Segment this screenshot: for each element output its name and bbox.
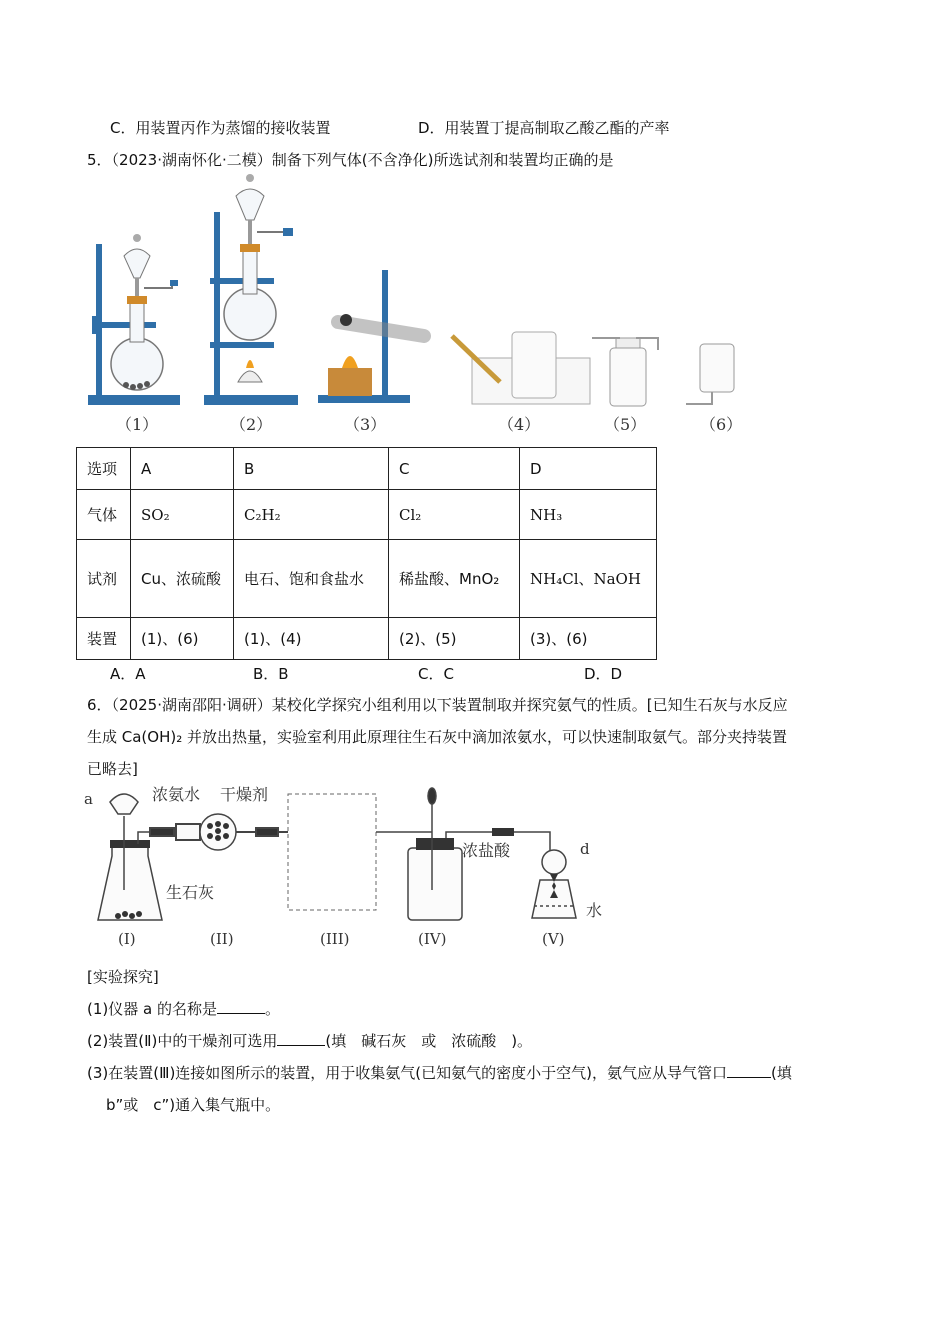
q5-choice-a[interactable]: A．A	[110, 665, 146, 683]
label-IV: (IV)	[418, 930, 447, 948]
q5-stem: 5．（2023·湖南怀化·二模）制备下列气体(不含净化)所选试剂和装置均正确的是	[87, 151, 614, 169]
table-row	[77, 490, 657, 540]
table-row	[77, 618, 657, 660]
q6-part1	[87, 998, 280, 1019]
table-cell: (3)、(6)	[520, 618, 657, 660]
label-d: d	[580, 840, 590, 858]
q6-part3	[87, 1062, 792, 1083]
label-desiccant: 干燥剂	[220, 785, 269, 804]
table-row-head: 气体	[77, 490, 131, 540]
table-cell: C₂H₂	[234, 490, 389, 540]
table-cell: NH₄Cl、NaOH	[520, 540, 657, 618]
table-cell: D	[520, 448, 657, 490]
table-cell: (1)、(4)	[234, 618, 389, 660]
answer-blank[interactable]	[277, 1031, 325, 1046]
apparatus-I	[98, 794, 162, 920]
apparatus-V	[532, 850, 576, 918]
apparatus-label-6: （6）	[700, 415, 743, 434]
q6-part3-line2: b”或 c”)通入集气瓶中。	[106, 1096, 281, 1114]
q6-part2-text: (2)装置(Ⅱ)中的干燥剂可选用	[87, 1032, 278, 1050]
q6-part1-text: (1)仪器 a 的名称是	[87, 1000, 217, 1018]
table-row-head: 装置	[77, 618, 131, 660]
apparatus-label-4: （4）	[498, 415, 541, 434]
table-row	[77, 448, 657, 490]
answer-blank[interactable]	[727, 1063, 771, 1078]
apparatus-2	[204, 174, 298, 405]
table-row	[77, 540, 657, 618]
q6-stem-line2: 生成 Ca(OH)₂ 并放出热量，实验室利用此原理往生石灰中滴加浓氨水，可以快速制取氨气。部分夹持装置	[87, 728, 788, 746]
apparatus-5	[592, 338, 658, 406]
table-cell: 电石、饱和食盐水	[234, 540, 389, 618]
q6-part3-text: (3)在装置(Ⅲ)连接如图所示的装置，用于收集氨气(已知氨气的密度小于空气)，氨气应从导气管口	[87, 1064, 728, 1082]
table-cell: A	[131, 448, 234, 490]
table-cell: SO₂	[131, 490, 234, 540]
label-V: (V)	[542, 930, 565, 948]
table-cell: Cl₂	[389, 490, 520, 540]
q5-apparatus-figure	[80, 172, 780, 440]
q6-part1-end: 。	[264, 1000, 280, 1018]
q5-choice-b[interactable]: B．B	[253, 665, 289, 683]
q5-choice-d[interactable]: D．D	[584, 665, 623, 683]
table-cell: NH₃	[520, 490, 657, 540]
label-conc-ammonia: 浓氨水	[152, 785, 201, 804]
table-cell: (1)、(6)	[131, 618, 234, 660]
table-row-head: 选项	[77, 448, 131, 490]
apparatus-label-2: （2）	[230, 415, 273, 434]
apparatus-label-5: （5）	[604, 415, 647, 434]
apparatus-III	[288, 794, 376, 910]
table-cell: B	[234, 448, 389, 490]
table-cell: C	[389, 448, 520, 490]
q6-stem-line1: 6．（2025·湖南邵阳·调研）某校化学探究小组利用以下装置制取并探究氨气的性质。[已知生石灰与水反应	[87, 696, 788, 714]
apparatus-label-3: （3）	[344, 415, 387, 434]
apparatus-4	[452, 332, 590, 404]
apparatus-label-1: （1）	[116, 415, 159, 434]
q6-part2	[87, 1030, 532, 1051]
label-I: (I)	[118, 930, 136, 948]
table-row-head: 试剂	[77, 540, 131, 618]
table-cell: 稀盐酸、MnO₂	[389, 540, 520, 618]
table-cell: Cu、浓硫酸	[131, 540, 234, 618]
q6-part2-end: (填 碱石灰 或 浓硫酸 )。	[325, 1032, 533, 1050]
q5-choice-c[interactable]: C．C	[418, 665, 454, 683]
label-a: a	[84, 790, 93, 808]
apparatus-3	[318, 270, 424, 403]
label-conc-hcl: 浓盐酸	[462, 841, 511, 860]
q6-section-title: [实验探究]	[87, 968, 159, 986]
label-quicklime: 生石灰	[166, 883, 215, 902]
label-III: (III)	[320, 930, 350, 948]
q6-part3-end: (填	[771, 1064, 792, 1082]
apparatus-II	[200, 814, 236, 850]
answer-blank[interactable]	[217, 999, 265, 1014]
q5-options-table	[76, 447, 657, 660]
table-cell: (2)、(5)	[389, 618, 520, 660]
q4-option-d: D．用装置丁提高制取乙酸乙酯的产率	[418, 119, 670, 137]
apparatus-1	[88, 234, 180, 405]
q6-apparatus-figure	[80, 780, 620, 952]
q6-stem-line3: 已略去]	[87, 760, 138, 778]
apparatus-6	[686, 344, 734, 404]
label-water: 水	[586, 901, 603, 920]
label-II: (II)	[210, 930, 234, 948]
q4-option-c: C．用装置丙作为蒸馏的接收装置	[110, 119, 331, 137]
